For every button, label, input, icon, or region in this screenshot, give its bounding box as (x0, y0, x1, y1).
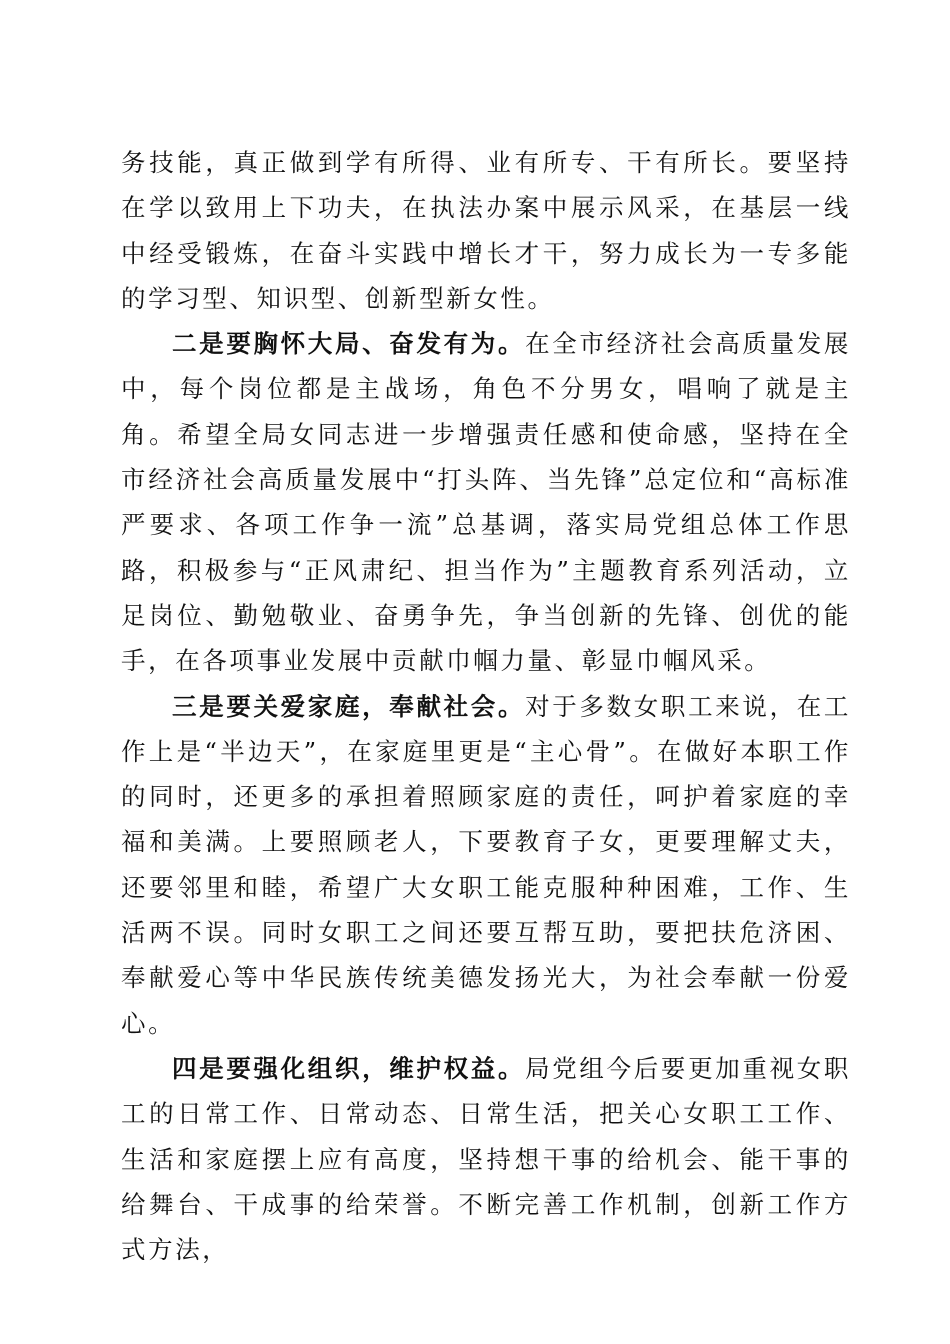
paragraph-lead: 二是要胸怀大局、奋发有为。 (172, 329, 526, 359)
paragraph-text: 局党组今后要更加重视女职工的日常工作、日常动态、日常生活，把关心女职工工作、生活和家庭摆上应有高度，坚持想干事的给机会、能干事的给舞台、干成事的给荣誉。不断完善工作机制，创新工作方式方法， (121, 1053, 851, 1265)
paragraph-lead: 三是要关爱家庭，奉献社会。 (172, 691, 526, 721)
paragraph-text: 务技能，真正做到学有所得、业有所专、干有所长。要坚持在学以致用上下功夫，在执法办案中展示风采，在基层一线中经受锻炼，在奋斗实践中增长才干，努力成长为一专多能的学习型、知识型、创新型新女性。 (121, 148, 851, 313)
paragraph-continued (121, 140, 851, 321)
document-body (121, 140, 851, 1272)
paragraph-text: 对于多数女职工来说，在工作上是“半边天”，在家庭里更是“主心骨”。在做好本职工作的同时，还更多的承担着照顾家庭的责任，呵护着家庭的幸福和美满。上要照顾老人，下要教育子女，更要理解丈夫，还要邻里和睦，希望广大女职工能克服种种困难，工作、生活两不误。同时女职工之间还要互帮互助，要把扶危济困、奉献爱心等中华民族传统美德发扬光大，为社会奉献一份爱心。 (121, 691, 851, 1038)
paragraph-point-four (121, 1046, 851, 1272)
paragraph-text: 在全市经济社会高质量发展中，每个岗位都是主战场，角色不分男女，唱响了就是主角。希望全局女同志进一步增强责任感和使命感，坚持在全市经济社会高质量发展中“打头阵、当先锋”总定位和“高标准严要求、各项工作争一流”总基调，落实局党组总体工作思路，积极参与“正风肃纪、担当作为”主题教育系列活动，立足岗位、勤勉敬业、奋勇争先，争当创新的先锋、创优的能手，在各项事业发展中贡献巾帼力量、彰显巾帼风采。 (121, 329, 851, 676)
paragraph-point-three (121, 684, 851, 1046)
paragraph-lead: 四是要强化组织，维护权益。 (172, 1053, 526, 1083)
paragraph-point-two (121, 321, 851, 683)
